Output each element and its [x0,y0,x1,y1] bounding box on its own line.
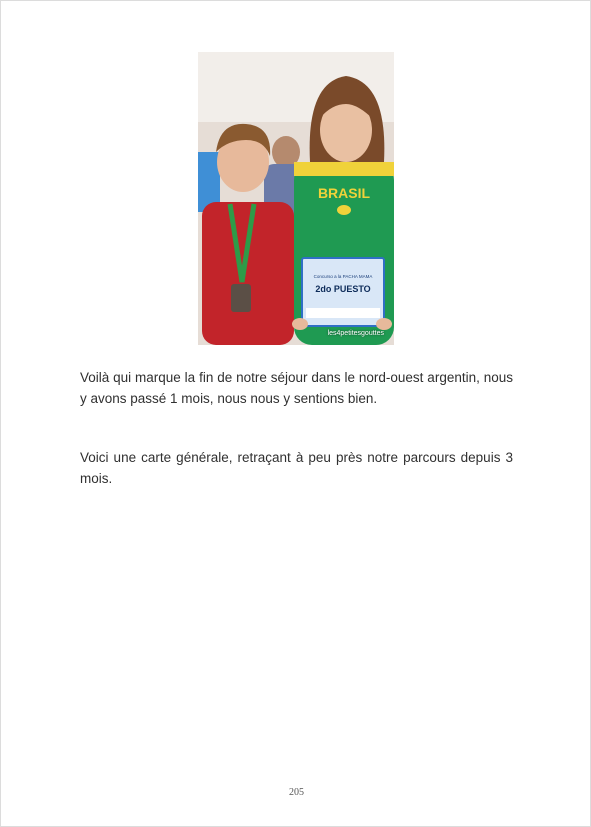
shirt-text: BRASIL [317,185,371,201]
paragraph-1: Voilà qui marque la fin de notre séjour dans le nord-ouest argentin, nous y avons passé 1 mois, nous nous y sentions bien. [80,370,513,406]
sign-line1: Concurso a la PACHA MAMA [313,274,373,279]
photo-illustration [198,52,394,345]
page-number: 205 [289,787,304,798]
photo-children-award [198,52,394,345]
photo-watermark: les4petitesgouttes [327,330,384,337]
paragraph-2: Voici une carte générale, retraçant à peu près notre parcours depuis 3 mois. [80,450,513,486]
sign-line2: 2do PUESTO [315,284,371,294]
